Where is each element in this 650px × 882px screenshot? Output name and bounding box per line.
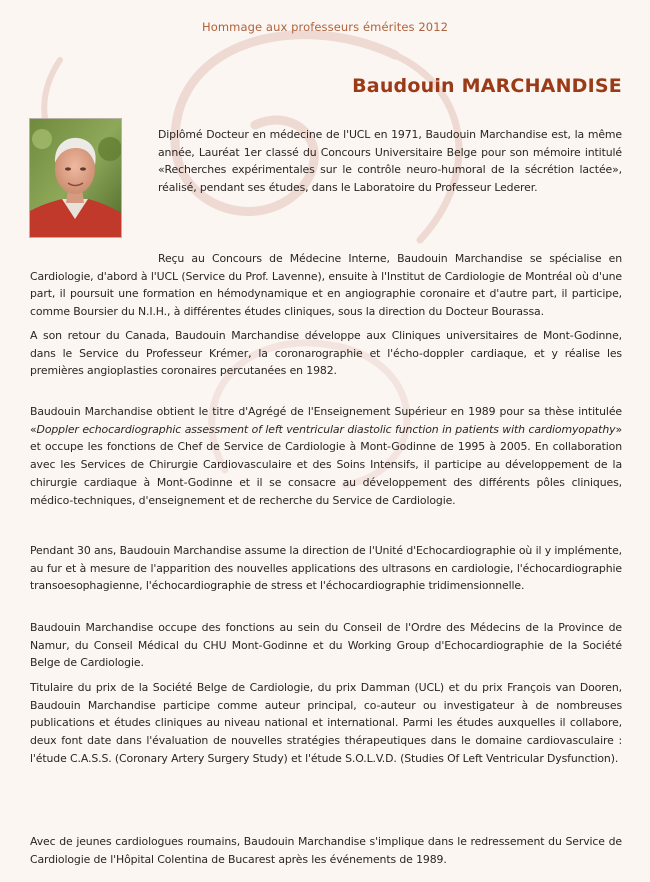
paragraph-specialization [30,250,622,321]
paragraph-return-canada: A son retour du Canada, Baudouin Marchandise développe aux Cliniques universitaires de Mont-Godinne, dans le Service du Professeur Krémer, la coronarographie et l'écho-doppler cardiaque, et y réalise les premières angioplasties coronaires percutanées en 1982. [30,329,622,378]
thesis-title: Doppler echocardiographic assessment of left ventricular diastolic function in patients with cardiomyopathy [36,422,616,436]
paragraph-specialization-text: Reçu au Concours de Médecine Interne, Baudouin Marchandise se spécialise en Cardiologie, d'abord à l'UCL (Service du Prof. Lavenne), ensuite à l'Institut de Cardiologie de Montréal où d'une part, il poursuit une formation en hémodynamique et en angiographie coronaire et d'autre part, il participe, comme Boursier du N.I.H., à différentes études cliniques, sous la direction du Docteur Bourassa. [30,252,622,319]
paragraph-awards-studies: Titulaire du prix de la Société Belge de Cardiologie, du prix Damman (UCL) et du prix François van Dooren, Baudouin Marchandise participe comme auteur principal, co-auteur ou investigateur à de nombreuses publications et études cliniques au niveau national et international. Parmi les études auxquelles il collabore, deux font date dans l'évaluation de nouvelles stratégies thérapeutiques dans le domaine cardiovasculaire : l'étude C.A.S.S. (Coronary Artery Surgery Study) et l'étude S.O.L.V.D. (Studies Of Left Ventricular Dysfunction). [30,681,622,765]
paragraph-romania: Avec de jeunes cardiologues roumains, Baudouin Marchandise s'implique dans le redressement du Service de Cardiologie de l'Hôpital Colentina de Bucarest après les événements de 1989. [30,835,622,866]
paragraph-functions: Baudouin Marchandise occupe des fonctions au sein du Conseil de l'Ordre des Médecins de la Province de Namur, du Conseil Médical du CHU Mont-Godinne et du Working Group d'Echocardiographie de la Société Belge de Cardiologie. [30,621,622,670]
thesis-intro-text: Baudouin Marchandise obtient le titre d'Agrégé de l'Enseignement Supérieur en 1989 pour sa thèse intitulée « [30,405,622,436]
paragraph-thesis [30,403,622,509]
page-header: Hommage aux professeurs émérites 2012 [201,20,449,34]
paragraph-echocardiography: Pendant 30 ans, Baudouin Marchandise assume la direction de l'Unité d'Echocardiographie où il y implémente, au fur et à mesure de l'apparition des nouvelles applications des ultrasons en cardiologie, l'échocardiographie transoesophagienne, l'échocardiographie de stress et l'échocardiographie tridimensionnelle. [30,544,622,593]
portrait-photo [29,118,122,238]
person-name-heading: Baudouin MARCHANDISE [352,75,622,97]
paragraph-diploma: Diplômé Docteur en médecine de l'UCL en 1971, Baudouin Marchandise est, la même année, Lauréat 1er classé du Concours Universitaire Belge pour son mémoire intitulé «Recherches expérimentales sur le contrôle neuro-humoral de la sécrétion lactée», réalisé, pendant ses études, dans le Laboratoire du Professeur Lederer. [158,128,622,195]
thesis-rest-text: » et occupe les fonctions de Chef de Service de Cardiologie à Mont-Godinne de 1995 à 2005. En collaboration avec les Services de Chirurgie Cardiovasculaire et des Soins Intensifs, il participe au développement de la chirurgie cardiaque à Mont-Godinne et il se consacre au développement des différents pôles cliniques, médico-techniques, d'enseignement et de recherche du Service de Cardiologie. [30,422,622,507]
